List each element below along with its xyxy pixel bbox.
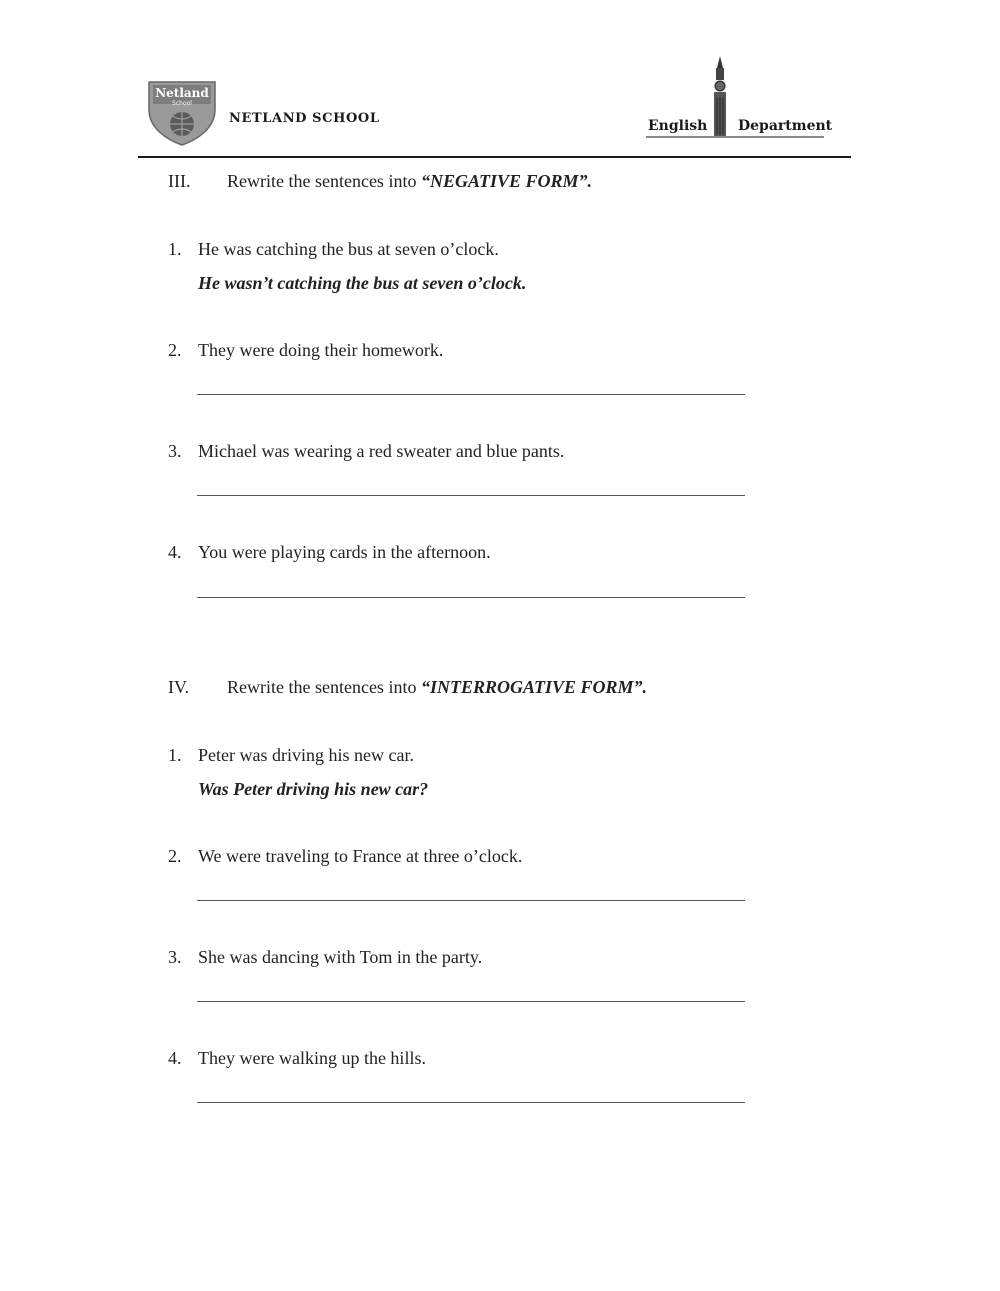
header-rule — [138, 156, 851, 158]
item-sentence: She was dancing with Tom in the party. — [198, 947, 483, 967]
logo-text-top: Netland — [155, 86, 209, 100]
item-number: 4. — [168, 542, 182, 562]
school-logo — [147, 80, 217, 146]
answer-line[interactable] — [197, 597, 745, 598]
item-sentence: Michael was wearing a red sweater and blue pants. — [198, 441, 565, 461]
example-answer: Was Peter driving his new car? — [198, 779, 429, 799]
example-answer: He wasn’t catching the bus at seven o’clock. — [198, 273, 527, 293]
item-number: 1. — [168, 239, 182, 259]
logo-text-bottom: School — [172, 100, 192, 107]
answer-line[interactable] — [197, 1102, 745, 1103]
school-name: NETLAND SCHOOL — [229, 111, 380, 126]
section-form: “INTERROGATIVE FORM”. — [420, 677, 648, 697]
item-number: 3. — [168, 441, 182, 461]
answer-line[interactable] — [197, 900, 745, 901]
dept-word-department: Department — [738, 118, 833, 134]
item-sentence: You were playing cards in the afternoon. — [198, 542, 491, 562]
item-sentence: They were walking up the hills. — [198, 1048, 426, 1068]
item-number: 3. — [168, 947, 182, 967]
section-number: III. — [168, 171, 191, 191]
answer-line[interactable] — [197, 394, 745, 395]
section-number: IV. — [168, 677, 190, 697]
section-form: “NEGATIVE FORM”. — [420, 171, 592, 191]
section-instruction: Rewrite the sentences into — [227, 677, 421, 697]
clock-tower-icon — [709, 56, 731, 136]
item-sentence: They were doing their homework. — [198, 340, 444, 360]
item-number: 1. — [168, 745, 182, 765]
item-number: 4. — [168, 1048, 182, 1068]
dept-word-english: English — [648, 118, 708, 134]
item-sentence: Peter was driving his new car. — [198, 745, 414, 765]
item-number: 2. — [168, 340, 182, 360]
section-instruction: Rewrite the sentences into — [227, 171, 421, 191]
item-number: 2. — [168, 846, 182, 866]
department-logo — [646, 56, 833, 140]
item-sentence: We were traveling to France at three o’clock. — [198, 846, 523, 866]
answer-line[interactable] — [197, 495, 745, 496]
answer-line[interactable] — [197, 1001, 745, 1002]
item-sentence: He was catching the bus at seven o’clock. — [198, 239, 499, 259]
dept-underline — [646, 136, 824, 138]
